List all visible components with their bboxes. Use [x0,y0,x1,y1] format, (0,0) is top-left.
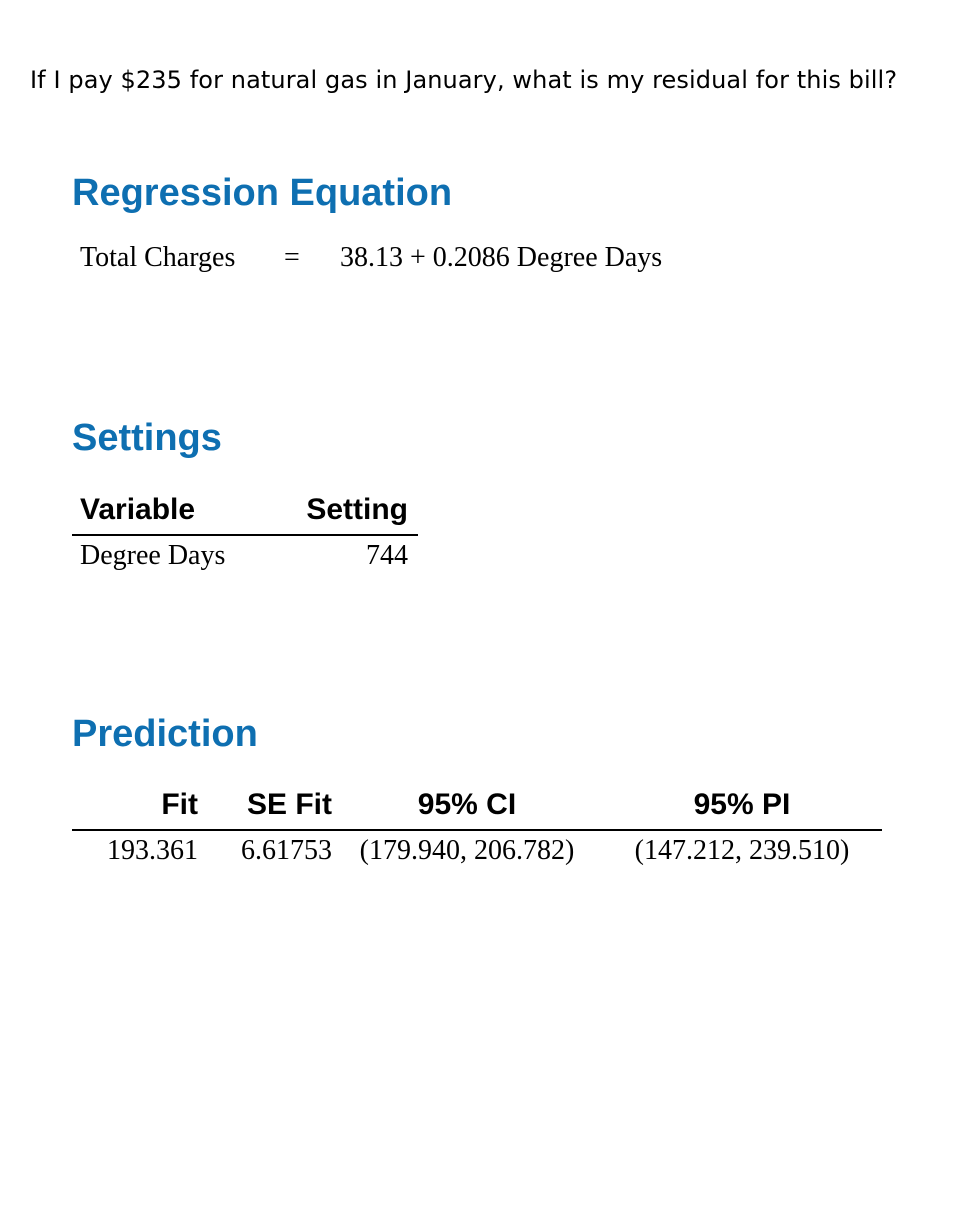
fit-cell: 193.361 [107,835,198,866]
prediction-header-row [72,781,882,830]
se-fit-cell: 6.61753 [241,835,332,866]
ci-cell: (179.940, 206.782) [359,835,575,866]
column-header-se-fit: SE Fit [198,781,332,830]
column-header-fit: Fit [72,781,198,830]
pi-cell: (147.212, 239.510) [634,835,850,866]
settings-table [72,486,418,576]
equation-lhs: Total Charges [80,242,236,273]
column-header-pi: 95% PI [602,781,882,830]
settings-heading: Settings [72,417,222,459]
table-row [72,535,418,576]
column-header-setting: Setting [280,486,418,535]
prediction-heading: Prediction [72,713,258,755]
question-text: If I pay $235 for natural gas in January, what is my residual for this bill? [30,66,898,94]
settings-value-cell: 744 [366,540,408,571]
column-header-ci: 95% CI [332,781,602,830]
regression-equation-heading: Regression Equation [72,172,453,214]
equation-rhs: 38.13 + 0.2086 Degree Days [340,242,663,273]
column-header-variable: Variable [72,486,280,535]
prediction-table [72,781,882,871]
settings-header-row [72,486,418,535]
settings-variable-cell: Degree Days [80,540,226,571]
table-row [72,830,882,871]
equation-equals-sign: = [284,242,300,273]
